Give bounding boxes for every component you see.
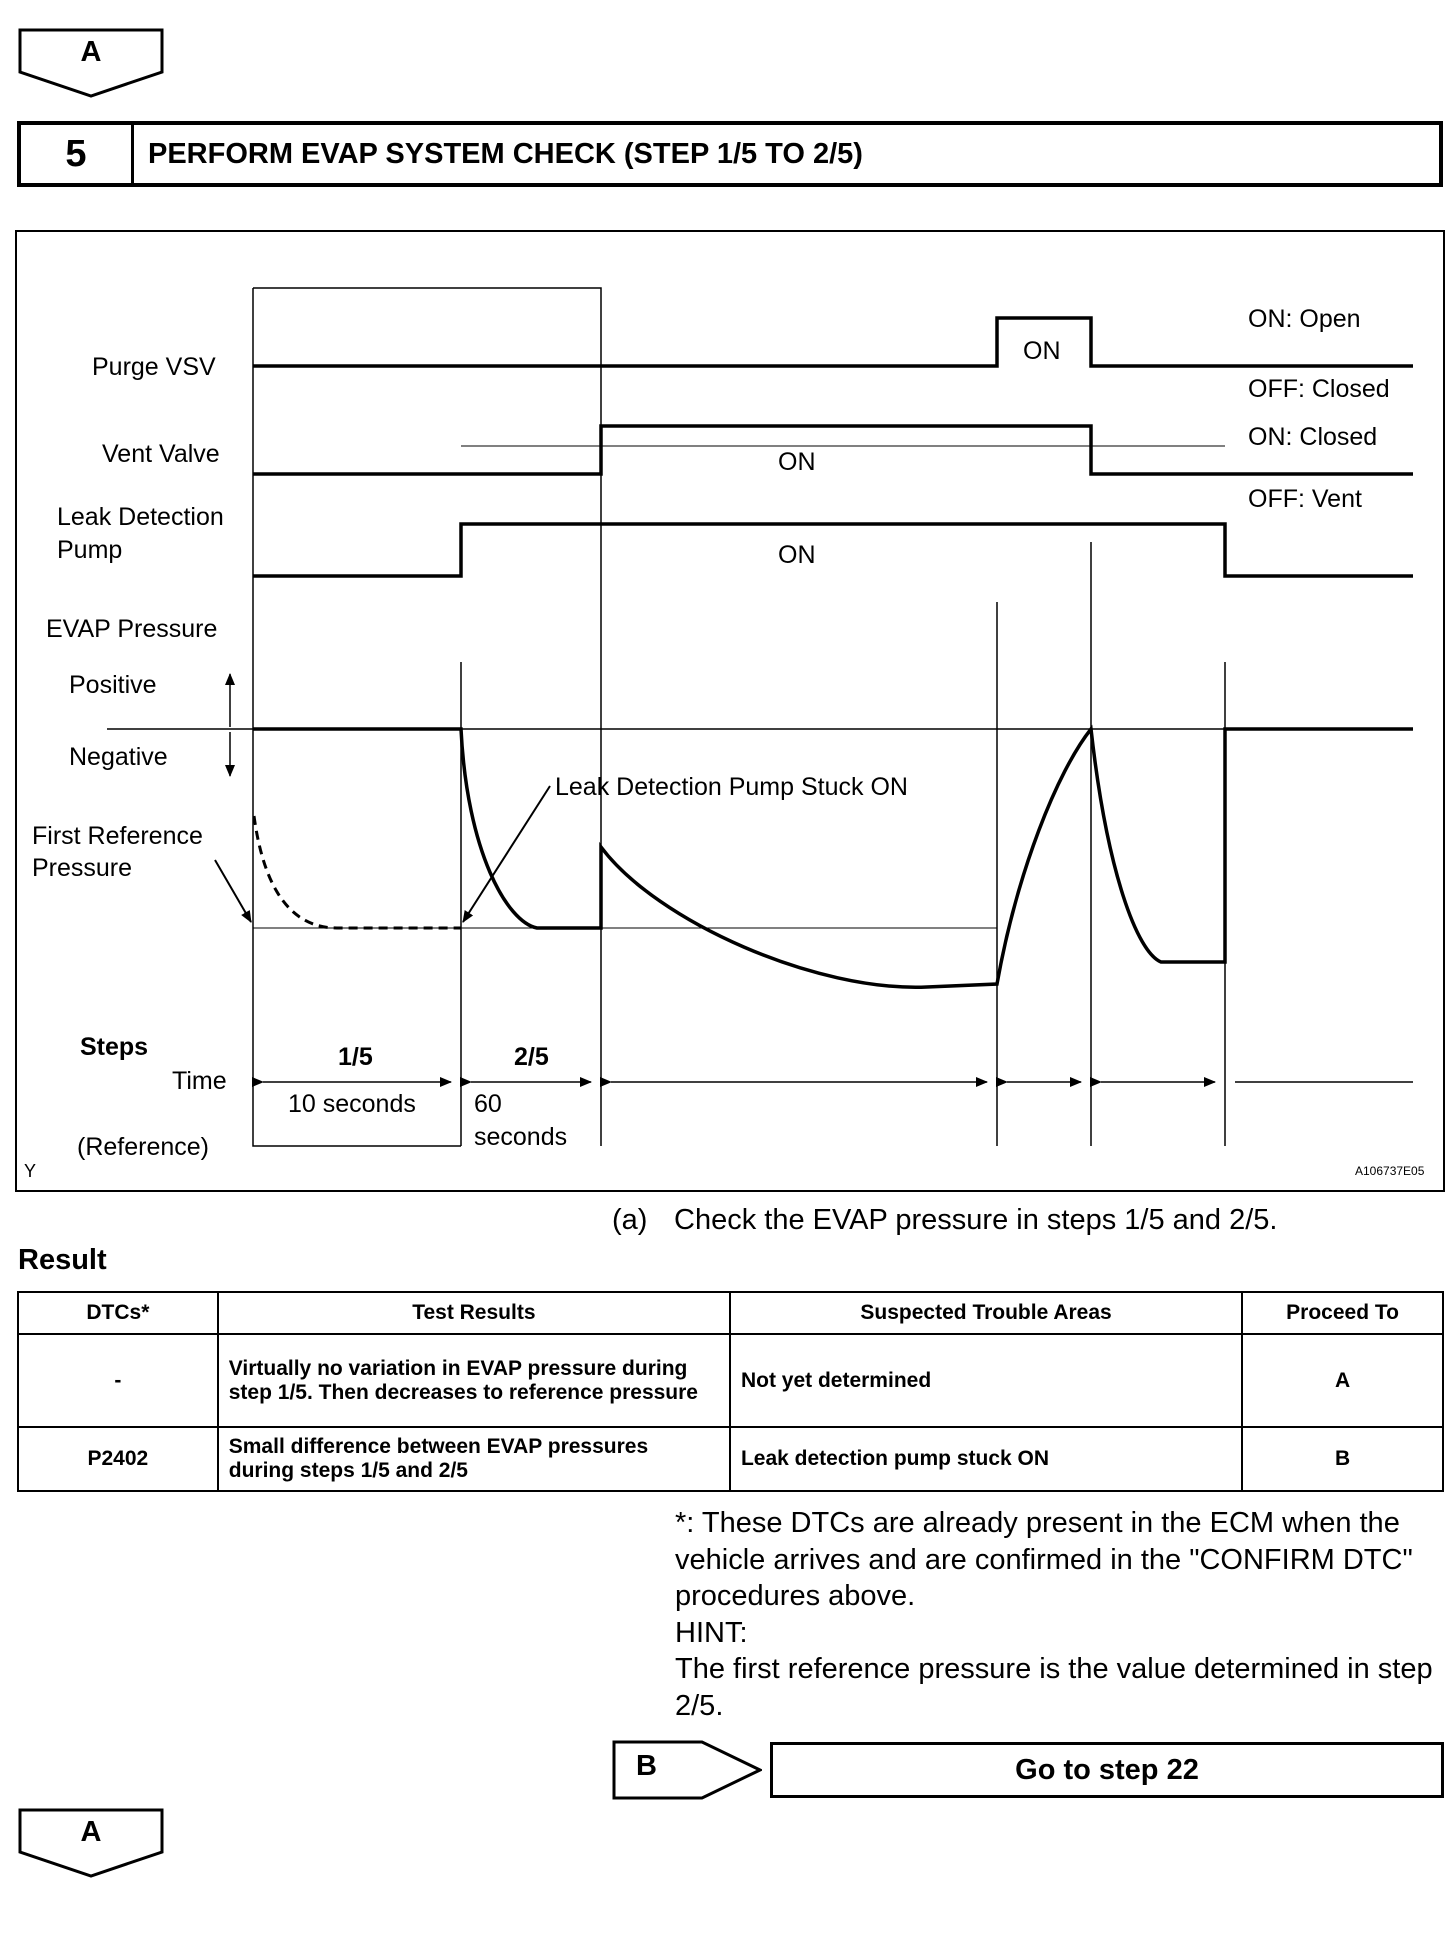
vent-valve-signal [253,426,1413,474]
evap-pressure-curve [253,729,1413,987]
branch-marker-b-label: B [636,1750,657,1782]
dtc-cell: P2402 [18,1427,218,1491]
results-table [17,1291,1444,1492]
negative-label: Negative [69,743,168,771]
nav-marker-bottom-label: A [80,1816,102,1848]
grid-line [253,288,461,1146]
duration-2-label-b: seconds [474,1123,568,1151]
column-header: DTCs* [18,1292,218,1334]
state-off-vent: OFF: Vent [1248,485,1362,513]
hint-text: The first reference pressure is the value determined in step 2/5. [675,1653,1433,1722]
nav-marker-bottom[interactable] [18,1808,164,1878]
test-result-cell: Virtually no variation in EVAP pressure during step 1/5. Then decreases to reference pressure [218,1334,730,1427]
purge-vsv-label: Purge VSV [92,353,216,381]
column-header: Test Results [218,1292,730,1334]
timing-diagram-graphic [17,232,1447,1194]
table-row [18,1334,1443,1427]
pentagon-right-icon [612,1740,762,1800]
corner-mark: Y [24,1161,37,1181]
grid-line [253,288,601,1146]
positive-label: Positive [69,671,157,699]
state-off-closed: OFF: Closed [1248,375,1390,403]
duration-1-label: 10 seconds [288,1090,416,1118]
purge-vsv-signal [253,318,1413,366]
table-row [18,1427,1443,1491]
purge-on-label: ON [1023,337,1061,365]
figure-id: A106737E05 [1355,1164,1425,1178]
stuck-on-curve [254,816,461,928]
goto-step-button[interactable]: Go to step 22 [770,1742,1444,1798]
stuck-on-annotation: Leak Detection Pump Stuck ON [555,773,908,801]
duration-2-label-a: 60 [474,1090,502,1118]
trouble-area-cell: Leak detection pump stuck ON [730,1427,1242,1491]
vent-valve-label: Vent Valve [102,440,220,468]
step-header [17,121,1443,187]
proceed-cell: A [1242,1334,1443,1427]
nav-marker-top-label: A [80,36,102,68]
timing-diagram [15,230,1445,1192]
caption [612,1204,1277,1237]
trouble-area-cell: Not yet determined [730,1334,1242,1427]
step-title: PERFORM EVAP SYSTEM CHECK (STEP 1/5 TO 2/5) [148,137,863,170]
reference-label: (Reference) [77,1133,209,1161]
hint-label: HINT: [675,1616,748,1649]
footnote: *: These DTCs are already present in the ECM when the vehicle arrives and are confirmed in the "CONFIRM DTC" procedures above. [675,1507,1413,1612]
branch-marker-b[interactable] [612,1740,762,1800]
evap-pressure-label: EVAP Pressure [46,615,218,643]
time-label: Time [172,1067,227,1095]
state-on-closed: ON: Closed [1248,423,1378,451]
leak-pump-signal [253,524,1413,576]
proceed-cell: B [1242,1427,1443,1491]
test-result-cell: Small difference between EVAP pressures during steps 1/5 and 2/5 [218,1427,730,1491]
step-2-label: 2/5 [514,1043,549,1071]
notes [675,1505,1445,1724]
nav-marker-top[interactable] [18,28,164,98]
leak-pump-label-2: Pump [57,536,123,564]
step-number: 5 [21,125,134,183]
steps-label: Steps [80,1033,149,1061]
first-reference-label-2: Pressure [32,854,133,882]
step-1-label: 1/5 [338,1043,373,1071]
state-on-open: ON: Open [1248,305,1361,333]
caption-text: Check the EVAP pressure in steps 1/5 and 2/5. [674,1204,1278,1236]
vent-on-label: ON [778,448,816,476]
leak-pump-label-1: Leak Detection [57,503,224,531]
first-reference-label-1: First Reference [32,822,203,850]
first-reference-leader [215,860,251,922]
dtc-cell: - [18,1334,218,1427]
table-header-row [18,1292,1443,1334]
caption-key: (a) [612,1204,648,1236]
pump-on-label: ON [778,541,816,569]
column-header: Suspected Trouble Areas [730,1292,1242,1334]
column-header: Proceed To [1242,1292,1443,1334]
result-title: Result [18,1244,107,1276]
